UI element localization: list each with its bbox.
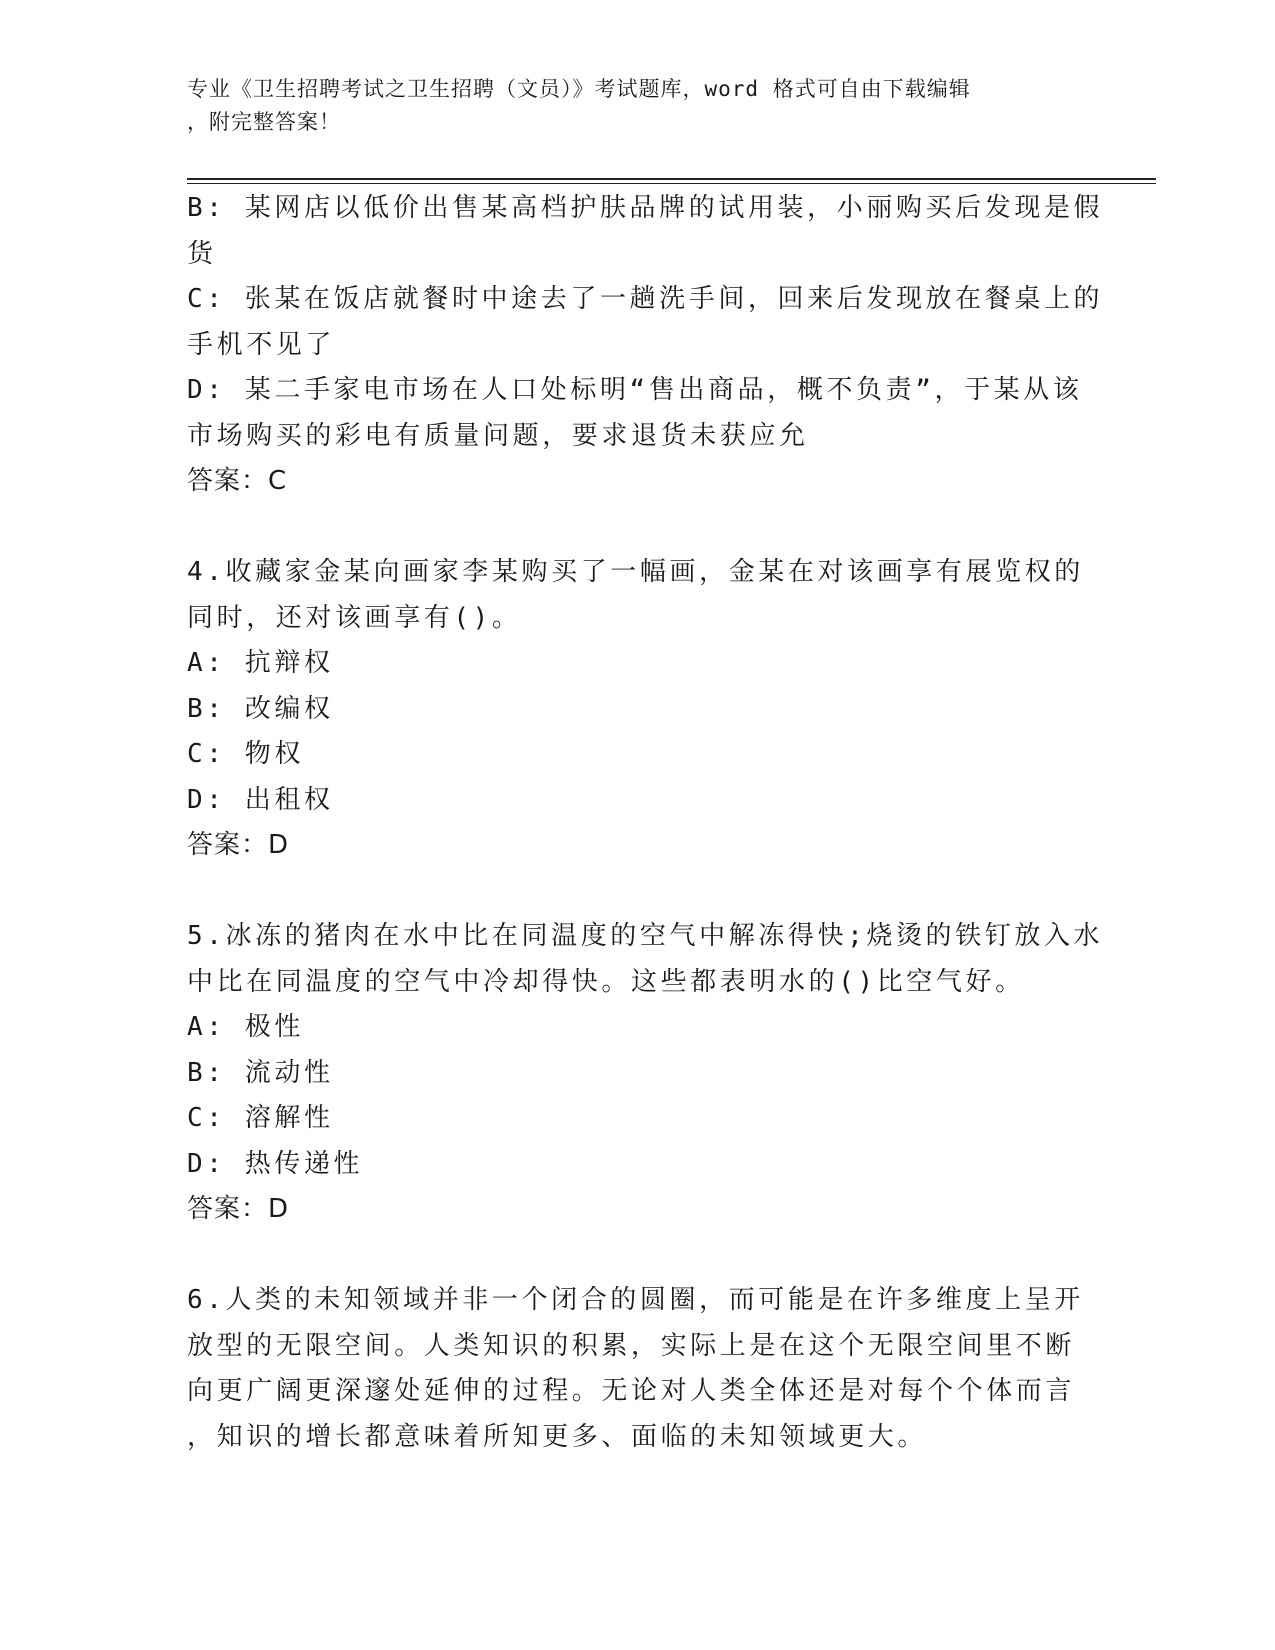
question-3-continued (187, 186, 1104, 505)
q5-stem-line-2: 中比在同温度的空气中冷却得快。这些都表明水的()比空气好。 (187, 966, 1025, 997)
q6-stem-line-2: 放型的无限空间。人类知识的积累，实际上是在这个无限空间里不断 (187, 1330, 1076, 1361)
q4-stem-line-2: 同时，还对该画享有()。 (187, 602, 522, 633)
header-line-2: ，附完整答案！ (187, 110, 341, 134)
q3-option-c-line-1: C: 张某在饭店就餐时中途去了一趟洗手间，回来后发现放在餐桌上的 (187, 284, 1104, 314)
q6-stem-line-3: 向更广阔更深邃处延伸的过程。无论对人类全体还是对每个个体而言 (187, 1376, 1076, 1406)
q4-option-a: A: 抗辩权 (187, 648, 334, 678)
document-body (187, 186, 1104, 1460)
q4-answer: 答案：D (187, 830, 290, 860)
q6-stem-line-1: 6.人类的未知领域并非一个闭合的圆圈，而可能是在许多维度上呈开 (187, 1285, 1084, 1315)
page-header (187, 73, 1067, 139)
q3-answer: 答案：C (187, 466, 288, 496)
q3-option-b-line-2: 货 (187, 238, 217, 269)
q5-option-a: A: 极性 (187, 1012, 304, 1042)
q3-option-d-line-2: 市场购买的彩电有质量问题，要求退货未获应允 (187, 420, 809, 451)
q4-stem-line-1: 4.收藏家金某向画家李某购买了一幅画，金某在对该画享有展览权的 (187, 557, 1084, 587)
q3-option-c-line-2: 手机不见了 (187, 329, 336, 360)
header-line-1: 专业《卫生招聘考试之卫生招聘（文员）》考试题库，word 格式可自由下载编辑 (187, 77, 971, 101)
q3-option-d-line-1: D: 某二手家电市场在人口处标明“售出商品，概不负责”，于某从该 (187, 375, 1083, 405)
header-divider-thin (187, 183, 1156, 184)
question-5 (187, 914, 1104, 1233)
header-divider-thick (187, 178, 1156, 180)
q5-stem-line-1: 5.冰冻的猪肉在水中比在同温度的空气中解冻得快;烧烫的铁钉放入水 (187, 921, 1104, 951)
q5-option-c: C: 溶解性 (187, 1103, 334, 1133)
q4-option-b: B: 改编权 (187, 693, 334, 724)
q4-option-d: D: 出租权 (187, 784, 334, 815)
q6-stem-line-4: ，知识的增长都意味着所知更多、面临的未知领域更大。 (187, 1421, 928, 1452)
question-6 (187, 1278, 1084, 1460)
q5-option-b: B: 流动性 (187, 1057, 334, 1088)
q4-option-c: C: 物权 (187, 739, 304, 769)
q5-answer: 答案：D (187, 1194, 290, 1224)
q5-option-d: D: 热传递性 (187, 1148, 364, 1179)
question-4 (187, 550, 1084, 869)
q3-option-b-line-1: B: 某网店以低价出售某高档护肤品牌的试用装，小丽购买后发现是假 (187, 193, 1104, 223)
